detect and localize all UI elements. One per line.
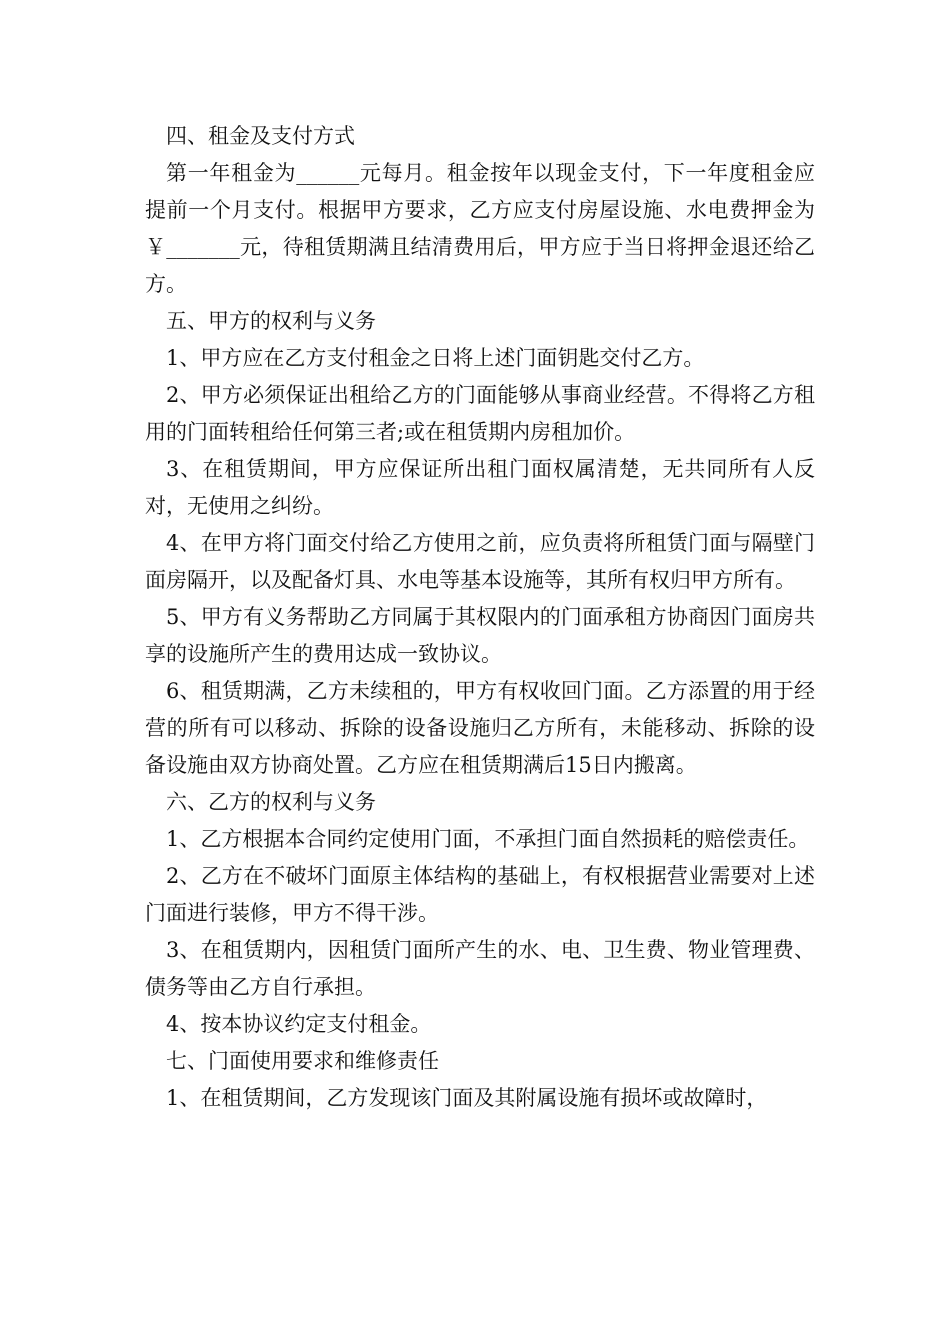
paragraph-rent-terms: 第一年租金为______元每月。租金按年以现金支付，下一年度租金应提前一个月支付。根据甲方要求，乙方应支付房屋设施、水电费押金为￥_______元，待租赁期满且结清费用后，甲方应于当日将押金退还给乙方。 bbox=[145, 161, 815, 296]
clause-a-1: 1、甲方应在乙方支付租金之日将上述门面钥匙交付乙方。 bbox=[166, 346, 705, 370]
clause-a-5: 5、甲方有义务帮助乙方同属于其权限内的门面承租方协商因门面房共享的设施所产生的费用达成一致协议。 bbox=[145, 605, 815, 666]
clause-a-6: 6、租赁期满，乙方未续租的，甲方有权收回门面。乙方添置的用于经营的所有可以移动、拆除的设备设施归乙方所有，未能移动、拆除的设备设施由双方协商处置。乙方应在租赁期满后15日内搬离。 bbox=[145, 679, 815, 777]
section-heading-party-b: 六、乙方的权利与义务 bbox=[166, 790, 376, 814]
clause-b-3: 3、在租赁期内，因租赁门面所产生的水、电、卫生费、物业管理费、债务等由乙方自行承担。 bbox=[145, 938, 815, 999]
clause-a-2: 2、甲方必须保证出租给乙方的门面能够从事商业经营。不得将乙方租用的门面转租给任何第三者;或在租赁期内房租加价。 bbox=[145, 383, 815, 444]
clause-b-2: 2、乙方在不破坏门面原主体结构的基础上，有权根据营业需要对上述门面进行装修，甲方不得干涉。 bbox=[145, 864, 815, 925]
section-heading-party-a: 五、甲方的权利与义务 bbox=[166, 309, 376, 333]
section-heading-usage: 七、门面使用要求和维修责任 bbox=[166, 1049, 439, 1073]
section-heading-rent: 四、租金及支付方式 bbox=[166, 124, 355, 148]
clause-usage-1: 1、在租赁期间，乙方发现该门面及其附属设施有损坏或故障时， bbox=[166, 1086, 768, 1110]
clause-b-1: 1、乙方根据本合同约定使用门面，不承担门面自然损耗的赔偿责任。 bbox=[166, 827, 810, 851]
clause-a-3: 3、在租赁期间，甲方应保证所出租门面权属清楚，无共同所有人反对，无使用之纠纷。 bbox=[145, 457, 815, 518]
document-body bbox=[145, 118, 815, 1117]
clause-b-4: 4、按本协议约定支付租金。 bbox=[166, 1012, 432, 1036]
clause-a-4: 4、在甲方将门面交付给乙方使用之前，应负责将所租赁门面与隔壁门面房隔开，以及配备灯具、水电等基本设施等，其所有权归甲方所有。 bbox=[145, 531, 815, 592]
